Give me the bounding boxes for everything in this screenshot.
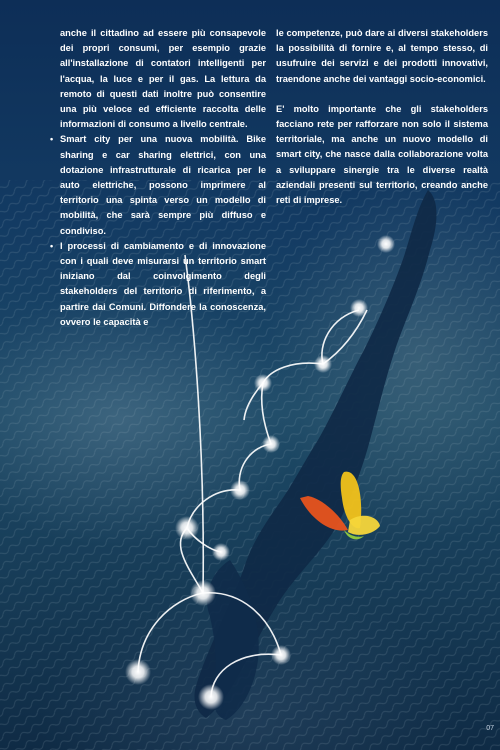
bullet-symbol: • [50, 240, 54, 251]
bullet-item [50, 239, 266, 330]
left-intro-paragraph: anche il cittadino ad essere più consapevole dei propri consumi, per esempio grazie all'installazione di contatori intelligenti per l'acqua, la luce e per il gas. La lettura da remoto di questi dati inoltre può consentire una più veloce ed efficiente raccolta delle informazioni di consumo a livello centrale. [60, 28, 266, 130]
left-text-column [50, 26, 266, 330]
right-text-column [276, 26, 488, 208]
bullet-text: I processi di cambiamento e di innovazione con i quali deve misurarsi un territorio smart iniziano dal coinvolgimento degli stakeholders del territorio di riferimento, a partire dai Comuni. Diffondere la conoscenza, ovvero le capacità e [60, 240, 266, 327]
bullet-text: Smart city per una nuova mobilità. Bike sharing e car sharing elettrici, con una dotazione infrastrutturale di ricarica per le auto elettriche, possono imprimere al territorio una spinta verso un modello di mobilità, che sarà sempre più diffuso e condiviso. [60, 134, 266, 236]
left-bullet-list [50, 132, 266, 330]
bullet-symbol: • [50, 134, 54, 145]
page-number: 07 [486, 725, 494, 732]
right-paragraph-1: le competenze, può dare ai diversi stakeholders la possibilità di fornire e, al tempo stesso, di usufruire dei servizi e dei prodotti innovativi, traendone anche dei vantaggi socio-economici. [276, 28, 488, 84]
right-paragraph-2: E' molto importante che gli stakeholders facciano rete per rafforzare non solo il sistema territoriale, ma anche un nuovo modello di smart city, che nasce dalla collaborazione volta a sviluppare sinergie tra le diverse realtà aziendali presenti sul territorio, creando anche reti di imprese. [276, 103, 488, 206]
bullet-item [50, 132, 266, 238]
